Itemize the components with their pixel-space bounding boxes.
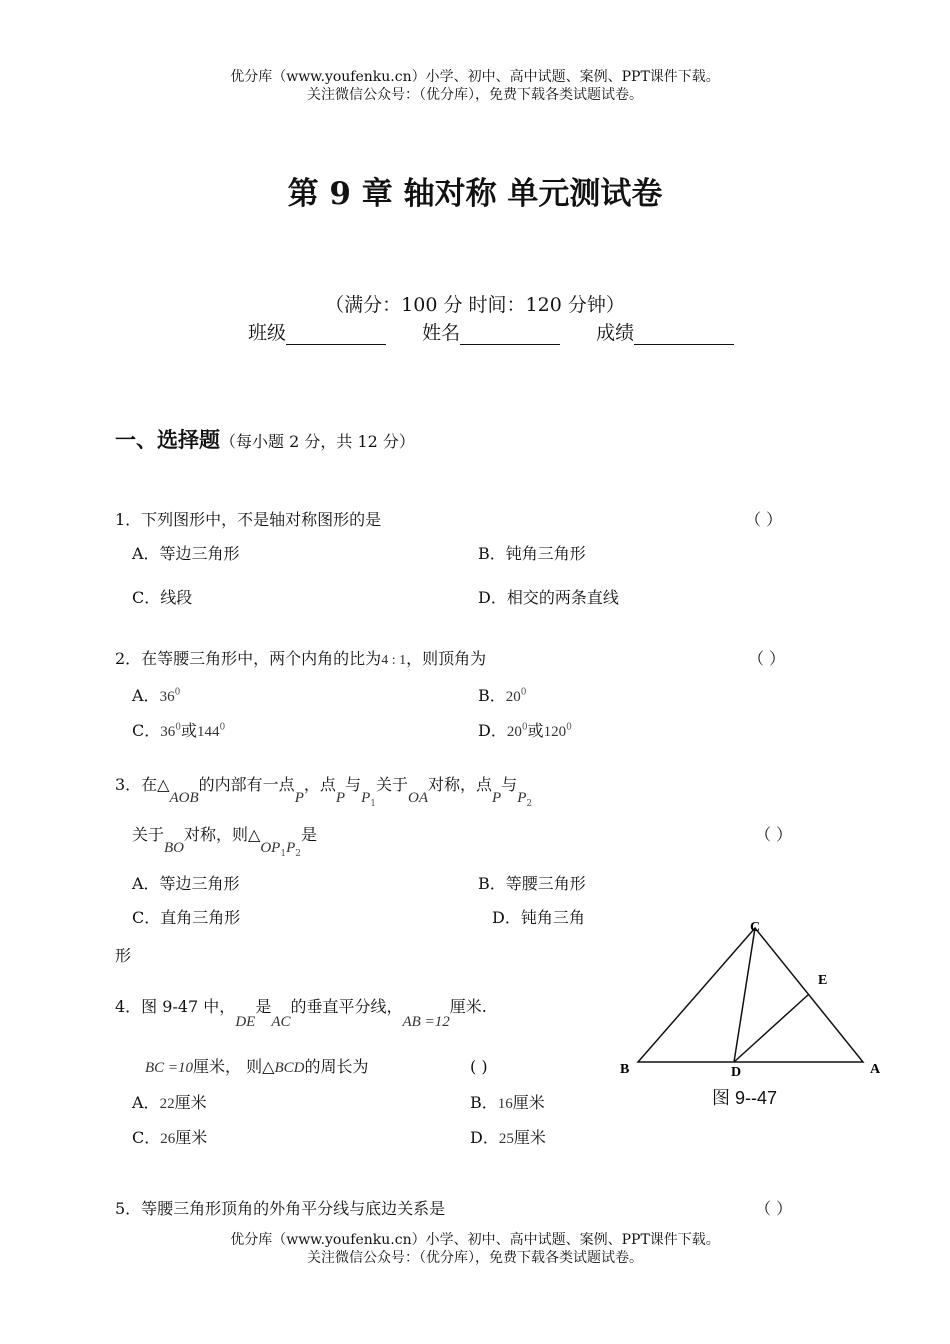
q3-t5: 关于 [375,775,408,794]
q1-stem: 1．下列图形中，不是轴对称图形的是 [115,510,382,529]
q4-option-b[interactable] [470,1090,545,1113]
q4-t2: 是 [255,997,272,1016]
figure-9-47 [610,912,890,1112]
q4-d-val: 25 [498,1131,514,1147]
label-d: D [731,1065,742,1080]
q3-p2: P [517,790,527,806]
q2-a-label: A． [132,686,160,705]
q2-answer-paren[interactable]: （ ） [748,649,786,668]
q3-t3: ，点 [303,775,336,794]
student-fields [248,318,734,345]
q4-answer-paren[interactable]: ( ) [470,1057,488,1076]
q2-b-label: B． [478,686,506,705]
q3-t4: 与 [345,775,362,794]
q2-b-val: 20 [505,689,521,705]
q2-d-or: 或 [527,721,544,740]
q2-c-val1: 36 [160,724,176,740]
q2-a-deg: 0 [174,687,181,698]
q3-option-b[interactable]: B．等腰三角形 [478,874,586,893]
q3-p1: P [361,790,371,806]
score-blank[interactable] [634,324,734,345]
q4-d-unit: 厘米 [513,1128,546,1147]
triangle-abc [638,928,863,1062]
name-blank[interactable] [460,324,560,345]
q2-stem [115,646,486,669]
class-blank[interactable] [286,324,386,345]
q2-ratio: 4 : 1 [381,653,407,668]
class-label: 班级 [248,322,287,344]
section-1-note: （每小题 2 分，共 12 分） [220,432,415,451]
q2-c-label: C． [132,721,161,740]
q2-d-label: D． [478,721,507,740]
footer-line-1: 优分库（www.youfenku.cn）小学、初中、高中试题、案例、PPT课件下载。 [230,1232,720,1248]
exam-info: （满分：100 分 时间：120 分钟） [325,294,625,316]
q3-bo: BO [164,840,185,856]
q2-d-deg2: 0 [566,722,572,733]
q1-option-d[interactable]: D．相交的两条直线 [478,588,619,607]
q4-b-label: B． [470,1093,498,1112]
q3-t6: 对称，点 [427,775,492,794]
q5-stem: 5．等腰三角形顶角的外角平分线与底边关系是 [115,1199,446,1218]
name-label: 姓名 [422,322,461,344]
q3-p1-sub: 1 [370,799,376,810]
q4-t1: 4．图 9-47 中， [115,997,236,1016]
q4-t3: 的垂直平分线， [290,997,403,1016]
q2-option-d[interactable] [478,718,572,741]
q3-op-p-sub: 2 [295,849,301,860]
q3-t10: 是 [300,825,317,844]
q3-stem-line-2 [132,822,317,860]
q4-stem-line-1 [115,994,487,1030]
q2-d-val1: 20 [506,724,522,740]
q5-answer-paren[interactable]: （ ） [755,1199,793,1218]
q4-c-label: C． [132,1128,161,1147]
q4-bcd: BCD [274,1060,305,1076]
section-1-title: 一、选择题 [115,427,220,452]
q3-p: P [294,790,304,806]
q2-a-val: 36 [159,689,175,705]
q4-b-val: 16 [497,1096,513,1112]
q3-t1: 3．在△ [115,775,170,794]
label-c: C [750,920,761,935]
figure-caption: 图 9--47 [712,1088,778,1108]
q3-t9: 对称，则△ [184,825,261,844]
q3-t2: 的内部有一点 [198,775,295,794]
q1-answer-paren[interactable]: （ ） [745,510,783,529]
q4-c-unit: 厘米 [175,1128,208,1147]
q4-t4: 厘米. [449,997,487,1016]
q1-option-b[interactable]: B．钝角三角形 [478,544,586,563]
q4-t6: 的周长为 [304,1057,369,1076]
q4-ab: AB =12 [402,1014,450,1030]
section-1-heading [115,424,415,454]
q3-aob: AOB [169,790,199,806]
q4-de: DE [235,1014,256,1030]
q4-ac: AC [271,1014,291,1030]
label-e: E [818,973,828,988]
q3-option-d-wrap: 形 [115,946,132,965]
q3-t8: 关于 [132,825,165,844]
q2-d-val2: 120 [543,724,567,740]
label-a: A [870,1062,881,1077]
q3-t7: 与 [501,775,518,794]
q2-c-or: 或 [180,721,197,740]
q4-option-a[interactable] [132,1090,207,1113]
q2-stem-pre: 2．在等腰三角形中，两个内角的比为 [115,649,382,668]
q3-stem-line-1 [115,772,533,810]
q2-option-a[interactable] [132,683,180,706]
q3-p-again: P [335,790,346,806]
q3-p-third: P [492,790,502,806]
q3-op-p: P [286,840,296,856]
q1-option-a[interactable]: A．等边三角形 [132,544,240,563]
q2-d-deg1: 0 [521,722,528,733]
q4-b-unit: 厘米 [512,1093,545,1112]
q2-c-deg2: 0 [219,722,226,733]
q3-oa: OA [407,790,428,806]
q4-a-label: A． [132,1093,160,1112]
q3-op-sub: 1 [280,849,287,860]
q4-option-c[interactable] [132,1125,207,1148]
q4-c-val: 26 [160,1131,176,1147]
header-line-2: 关注微信公众号：（优分库），免费下载各类试题试卷。 [307,87,643,103]
q3-option-c[interactable]: C．直角三角形 [132,908,241,927]
q4-stem-line-2 [145,1055,368,1080]
segment-de [734,994,809,1062]
q2-option-c[interactable] [132,718,225,741]
page-title: 第 9 章 轴对称 单元测试卷 [287,176,663,212]
header-line-1: 优分库（www.youfenku.cn）小学、初中、高中试题、案例、PPT课件下载。 [230,69,720,85]
q4-t5: 厘米， 则△ [193,1057,275,1076]
score-label: 成绩 [596,322,635,344]
label-b: B [620,1062,630,1077]
q3-option-d[interactable]: D．钝角三角 [492,908,585,927]
q2-stem-post: ，则顶角为 [406,649,487,668]
q2-c-val2: 144 [197,724,220,740]
q2-b-deg: 0 [520,687,527,698]
q3-op: OP [260,840,281,856]
q4-d-label: D． [470,1128,499,1147]
footer-line-2: 关注微信公众号：（优分库），免费下载各类试题试卷。 [307,1250,643,1266]
q4-a-unit: 厘米 [174,1093,207,1112]
q3-answer-paren[interactable]: （ ） [755,825,793,844]
q2-option-b[interactable] [478,683,527,706]
q4-option-d[interactable] [470,1125,546,1148]
q3-option-a[interactable]: A．等边三角形 [132,874,240,893]
q2-c-deg1: 0 [175,722,181,733]
q3-p2-sub: 2 [526,799,533,810]
q1-option-c[interactable]: C．线段 [132,588,193,607]
q4-a-val: 22 [159,1096,175,1112]
q4-bc: BC =10 [145,1060,194,1076]
